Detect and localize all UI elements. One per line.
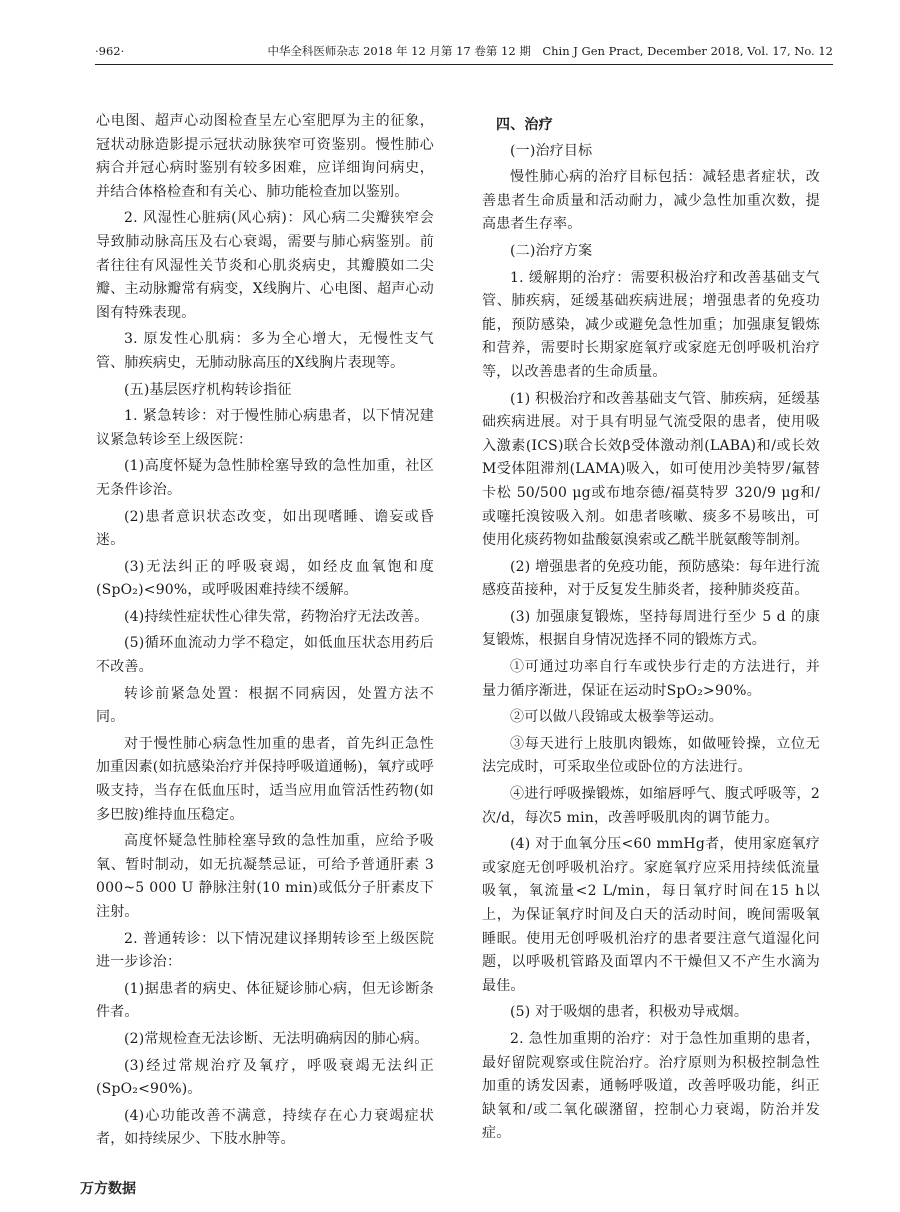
section-heading: 四、治疗 bbox=[496, 117, 553, 133]
paragraph: (1)高度怀疑为急性肺栓塞导致的急性加重，社区无条件诊治。 bbox=[96, 458, 434, 498]
paragraph: (4)心功能改善不满意，持续存在心力衰竭症状者，如持续尿少、下肢水肿等。 bbox=[96, 1107, 434, 1148]
paragraph: (3) 加强康复锻炼，坚持每周进行至少 5 d 的康复锻炼，根据自身情况选择不同的锻炼方式。 bbox=[482, 608, 820, 649]
paragraph: (2) 增强患者的免疫功能，预防感染：每年进行流感疫苗接种，对于反复发生肺炎者，接种肺炎疫苗。 bbox=[482, 558, 820, 599]
paragraph: 高度怀疑急性肺栓塞导致的急性加重，应给予吸氧、暂时制动，如无抗凝禁忌证，可给予普通肝素 3 000~5 000 U 静脉注射(10 min)或低分子肝素皮下注射。 bbox=[96, 833, 434, 920]
running-header bbox=[95, 40, 833, 62]
paragraph: (5) 对于吸烟的患者，积极劝导戒烟。 bbox=[510, 1004, 749, 1021]
paragraph: 对于慢性肺心病急性加重的患者，首先纠正急性加重因素(如抗感染治疗并保持呼吸道通畅)，氧疗或呼吸支持，当存在低血压时，适当应用血管活性药物(如多巴胺)维持血压稳定。 bbox=[96, 735, 434, 823]
paragraph: ②可以做八段锦或太极拳等运动。 bbox=[510, 709, 723, 726]
paragraph: (5)循环血流动力学不稳定，如低血压状态用药后不改善。 bbox=[96, 635, 434, 676]
paragraph: (2)患者意识状态改变，如出现嗜睡、谵妄或昏迷。 bbox=[96, 508, 434, 549]
paragraph: (一)治疗目标 bbox=[510, 142, 593, 159]
paragraph: (1) 积极治疗和改善基础支气管、肺疾病，延缓基础疾病进展。对于具有明显气流受限的患者，使用吸入激素(ICS)联合长效β受体激动剂(LABA)和/或长效M受体阻滞剂(LAMA)吸入，如可使用沙美特罗/氟替卡松 50/500 μg或布地奈德/福莫特罗 320/9 μg和/或噻托溴铵吸入剂。如患者咳嗽、痰多不易咳出，可使用化痰药物如盐酸氨溴索或乙酰半胱氨酸等制剂。 bbox=[482, 390, 820, 549]
paragraph: ①可通过功率自行车或快步行走的方法进行，并量力循序渐进，保证在运动时SpO₂>90%。 bbox=[482, 659, 820, 699]
left-column bbox=[96, 110, 434, 1155]
journal-citation: 中华全科医师杂志 2018 年 12 月第 17 卷第 12 期 Chin J Gen Pract, December 2018, Vol. 17, No. 12 bbox=[267, 44, 833, 58]
paragraph: ③每天进行上肢肌肉锻炼，如做哑铃操，立位无法完成时，可采取坐位或卧位的方法进行。 bbox=[482, 735, 820, 776]
header-rule bbox=[95, 64, 833, 65]
paragraph: ④进行呼吸操锻炼，如缩唇呼气、腹式呼吸等，2次/d，每次5 min，改善呼吸肌肉的调节能力。 bbox=[482, 786, 820, 826]
paragraph: 心电图、超声心动图检查呈左心室肥厚为主的征象，冠状动脉造影提示冠状动脉狭窄可资鉴别。慢性肺心病合并冠心病时鉴别有较多困难，应详细询问病史，并结合体格检查和有关心、肺功能检查加以鉴别。 bbox=[96, 113, 434, 200]
right-column bbox=[482, 114, 820, 1149]
wanfang-logo: 万方数据 bbox=[80, 1181, 136, 1197]
paragraph: 1. 缓解期的治疗：需要积极治疗和改善基础支气管、肺疾病，延缓基础疾病进展；增强患者的免疫功能，预防感染，减少或避免急性加重；加强康复锻炼和营养，需要时长期家庭氧疗或家庭无创呼吸机治疗等，以改善患者的生命质量。 bbox=[482, 269, 820, 380]
paragraph: (2)常规检查无法诊断、无法明确病因的肺心病。 bbox=[124, 1030, 429, 1047]
paragraph: 3. 原发性心肌病：多为全心增大，无慢性支气管、肺疾病史，无肺动脉高压的X线胸片表现等。 bbox=[96, 331, 434, 371]
paragraph: (3)无法纠正的呼吸衰竭，如经皮血氧饱和度(SpO₂)<90%，或呼吸困难持续不缓解。 bbox=[96, 558, 434, 599]
paragraph: (五)基层医疗机构转诊指征 bbox=[124, 381, 292, 398]
paragraph: (4)持续性症状性心律失常，药物治疗无法改善。 bbox=[124, 608, 429, 625]
paragraph: (4) 对于血氧分压<60 mmHg者，使用家庭氧疗或家庭无创呼吸机治疗。家庭氧疗应采用持续低流量吸氧，氧流量<2 L/min，每日氧疗时间在15 h以上，为保证氧疗时间及白天的活动时间，晚间需吸氧睡眠。使用无创呼吸机治疗的患者要注意气道湿化问题，以呼吸机管路及面罩内不干燥但又不产生水滴为最佳。 bbox=[482, 836, 820, 994]
paragraph: 2. 风湿性心脏病(风心病)：风心病二尖瓣狭窄会导致肺动脉高压及右心衰竭，需要与肺心病鉴别。前者往往有风湿性关节炎和心肌炎病史，其瓣膜如二尖瓣、主动脉瓣常有病变，X线胸片、心电图、超声心动图有特殊表现。 bbox=[96, 210, 434, 321]
paragraph: 慢性肺心病的治疗目标包括：减轻患者症状，改善患者生命质量和活动耐力，减少急性加重次数，提高患者生存率。 bbox=[482, 169, 820, 233]
paragraph: 2. 急性加重期的治疗：对于急性加重期的患者，最好留院观察或住院治疗。治疗原则为积极控制急性加重的诱发因素，通畅呼吸道，改善呼吸功能，纠正缺氧和/或二氧化碳潴留，控制心力衰竭，防治并发症。 bbox=[482, 1030, 820, 1142]
paragraph: (1)据患者的病史、体征疑诊肺心病，但无诊断条件者。 bbox=[96, 980, 434, 1021]
paragraph: 转诊前紧急处置：根据不同病因，处置方法不同。 bbox=[96, 685, 434, 726]
paragraph: (3)经过常规治疗及氧疗，呼吸衰竭无法纠正(SpO₂<90%)。 bbox=[96, 1057, 434, 1098]
paragraph: (二)治疗方案 bbox=[510, 242, 593, 259]
page-number: ·962· bbox=[95, 44, 125, 58]
paragraph: 2. 普通转诊：以下情况建议择期转诊至上级医院进一步诊治： bbox=[96, 930, 434, 971]
paragraph: 1. 紧急转诊：对于慢性肺心病患者，以下情况建议紧急转诊至上级医院： bbox=[96, 408, 434, 448]
